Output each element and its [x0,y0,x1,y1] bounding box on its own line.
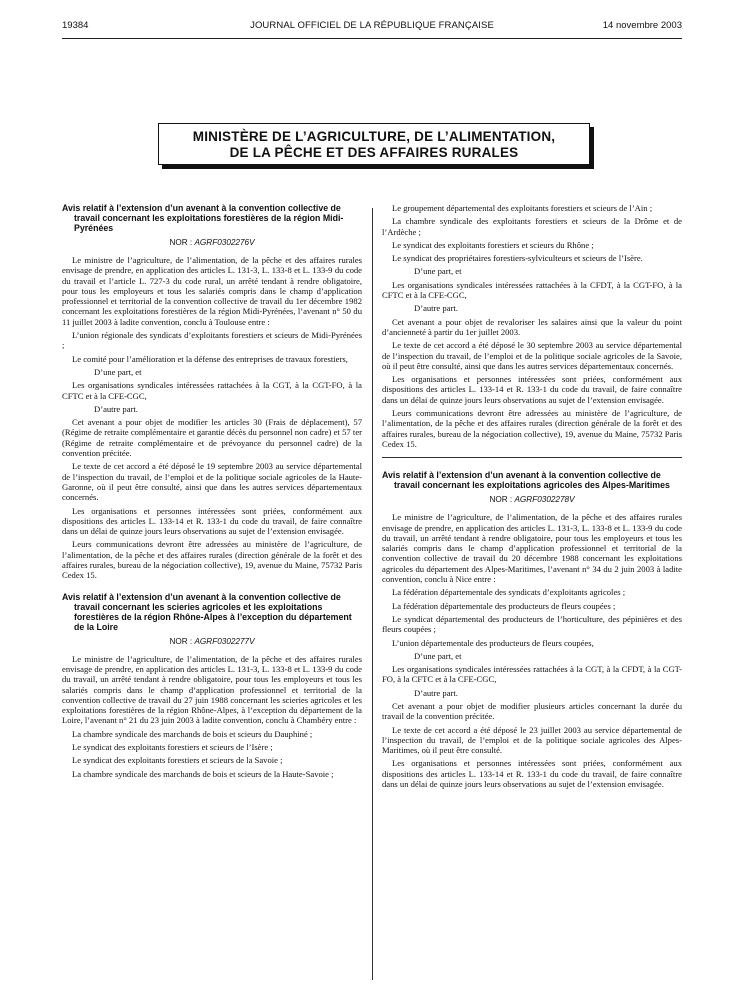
notice-1-paragraph: Le ministre de l’agriculture, de l’alimentation, de la pêche et des affaires rurales envisage de prendre, en application des articles L. 131-3, L. 133-8 et L. 133-9 du code du travail et l’article L. 727-3 du code rural, un arrêté tendant à rendre obligatoire, pour tous les employeurs et tous les salariés compris dans le champ d’application professionnel et territorial de la convention collective de travail du 1er décembre 1982 concernant les exploitations forestières de la région Midi-Pyrénées, l’avenant n° 50 du 11 juillet 2003 à ladite convention, conclu à Toulouse entre : [62,255,362,327]
left-column [62,203,362,782]
notice-3-paragraph: Le syndicat départemental des producteurs de l’horticulture, des pépinières et des fleurs coupées ; [382,613,682,635]
issue-date: 14 novembre 2003 [602,20,682,31]
header-rule [62,38,682,39]
column-separator [372,208,373,980]
notice-3-title: Avis relatif à l’extension d’un avenant à la convention collective de travail concernant les exploitations agricoles des Alpes-Maritimes [382,470,670,491]
notice-2-paragraph: La chambre syndicale des exploitants forestiers et scieurs de la Drôme et de l’Ardèche ; [382,216,682,237]
notice-3-paragraph: La fédération départementale des producteurs de fleurs coupées ; [392,600,616,611]
notice-3-paragraph: D’une part, et [414,650,462,661]
notice-2-title: Avis relatif à l’extension d’un avenant à la convention collective de travail concernant les scieries agricoles et les exploitations forestières de la région Rhône-Alpes à l’exception du département de la Loire [62,591,352,632]
notice-3-paragraph: Cet avenant a pour objet de modifier plusieurs articles concernant la durée du travail de la convention précitée. [382,700,682,722]
notice-2-paragraph: Le syndicat des exploitants forestiers et scieurs de la Savoie ; [72,755,283,766]
notice-2-nor: NOR : AGRF0302277V [169,636,255,646]
notice-1-paragraph: D’une part, et [94,366,142,377]
notice-separator [382,457,682,458]
notice-1-title: Avis relatif à l’extension d’un avenant à la convention collective de travail concernant les exploitations forestières de la région Midi-Pyrénées [62,203,344,233]
notice-2-paragraph: Leurs communications devront être adressées au ministère de l’agriculture, de l’alimentation, de la pêche et des affaires rurales (direction générale de la forêt et des affaires rurales, bureau de la négociation collective), 19, avenue du Maine, 75732 Paris Cedex 15. [382,408,682,449]
notice-1-paragraph: Le texte de cet accord a été déposé le 19 septembre 2003 au service départemental de l’inspection du travail, de l’emploi et de la politique sociale agricoles de la Haute-Garonne, où il peut être consulté, ainsi que dans les autres services départementaux concernés. [62,461,362,503]
right-column [382,203,682,792]
notice-2-paragraph: Le syndicat des exploitants forestiers et scieurs du Rhône ; [392,239,594,250]
notice-1-paragraph: D’autre part. [94,403,138,414]
notice-2-paragraph: D’autre part. [414,303,458,314]
notice-2-paragraph: Cet avenant a pour objet de revaloriser les salaires ainsi que la valeur du point d’ancienneté à partir du 1er juillet 2003. [382,316,682,337]
journal-title: JOURNAL OFFICIEL DE LA RÉPUBLIQUE FRANÇAISE [250,20,494,31]
page-number: 19384 [62,20,89,31]
notice-2-paragraph: Les organisations syndicales intéressées rattachées à la CFDT, à la CGT-FO, à la CFTC et à la CFE-CGC, [382,279,682,301]
notice-3-paragraph: Les organisations et personnes intéressées sont priées, conformément aux dispositions des articles L. 133-14 et R. 133-1 du code du travail, de faire connaître dans un délai de quinze jours leurs observations au sujet de l’extension envisagée. [382,758,682,790]
notice-2-paragraph: D’une part, et [414,266,462,277]
notice-1-paragraph: Cet avenant a pour objet de modifier les articles 30 (Frais de déplacement), 57 (Régime de retraite complémentaire et garantie décès du personnel non cadre) et 57 ter (Régime de retraite complémentaire et de prévoyance du personnel cadre) de la convention précitée. [62,417,362,459]
notice-3-paragraph: Les organisations syndicales intéressées rattachées à la CGT, à la CFDT, à la CGT-FO, à la CFTC et à la CFE-CGC, [382,664,682,685]
notice-3-paragraph: Le texte de cet accord a été déposé le 23 juillet 2003 au service départemental de l’inspection du travail, de l’emploi et de la politique sociale agricoles des Alpes-Maritimes, où il peut être consulté. [382,724,682,756]
notice-2-paragraph: Le syndicat des propriétaires forestiers-sylviculteurs et scieurs de l’Isère. [392,253,643,264]
ministry-line-1: MINISTÈRE DE L’AGRICULTURE, DE L’ALIMENTATION, [192,129,556,144]
notice-2-paragraph: Le ministre de l’agriculture, de l’alimentation, de la pêche et des affaires rurales envisage de prendre, en application des articles L. 131-3, L. 133-8 et L. 133-9 du code du travail, un arrêté tendant à rendre obligatoire, pour tous les employeurs et tous les salariés compris dans le champ d’application professionnel et territorial de la convention collective de travail du 27 juin 1988 concernant les scieries agricoles et les exploitations forestières de la région Rhône-Alpes, à l’exception du département de la Loire, l’avenant n° 21 du 23 juin 2003 à ladite convention, conclu à Chambéry entre : [62,653,362,726]
notice-2-paragraph: Le syndicat des exploitants forestiers et scieurs de l’Isère ; [72,741,273,752]
page-header [62,20,682,36]
notice-2-paragraph: Le texte de cet accord a été déposé le 30 septembre 2003 au service départemental de l’inspection du travail, de l’emploi et de la politique sociale agricoles de la Savoie, où il peut être consulté, ainsi que dans les autres services départementaux concernés. [382,340,682,371]
notice-1-paragraph: Le comité pour l’amélioration et la défense des entreprises de travaux forestiers, [72,353,348,364]
notice-2-paragraph: Les organisations et personnes intéressées sont priées, conformément aux dispositions des articles L. 133-14 et R. 133-1 du code du travail, de faire connaître dans un délai de quinze jours leurs observations au sujet de l’extension envisagée. [382,374,682,405]
notice-3-paragraph: D’autre part. [414,687,458,698]
ministry-line-2: DE LA PÊCHE ET DES AFFAIRES RURALES [229,145,519,160]
notice-1-paragraph: Les organisations et personnes intéressées sont priées, conformément aux dispositions des articles L. 133-14 et R. 133-1 du code du travail, de faire connaître dans un délai de quinze jours leurs observations au sujet de l’extension envisagée. [62,505,362,537]
notice-3-nor: NOR : AGRF0302278V [489,495,575,505]
notice-separator-wrap [382,452,682,462]
ministry-box [158,123,590,165]
notice-3-paragraph: L’union départementale des producteurs de fleurs coupées, [392,637,594,648]
notice-2-paragraph: La chambre syndicale des marchands de bois et scieurs de la Haute-Savoie ; [72,768,334,779]
notice-1-paragraph: L’union régionale des syndicats d’exploitants forestiers et scieurs de Midi-Pyrénées ; [62,330,362,351]
notice-3-paragraph: Le ministre de l’agriculture, de l’alimentation, de la pêche et des affaires rurales envisage de prendre, en application des articles L. 131-3, L. 133-8 et L. 133-9 du code du travail, un arrêté tendant à rendre obligatoire, pour tous les employeurs et tous les salariés compris dans le champ d’application professionnel et territorial de la convention collective de travail du 20 décembre 1988 concernant les exploitations agricoles du département des Alpes-Maritimes, l’avenant n° 34 du 2 juin 2003 à ladite convention, conclu à Nice entre : [382,512,682,585]
notice-1-paragraph: Leurs communications devront être adressées au ministère de l’agriculture, de l’alimentation, de la pêche et des affaires rurales (direction générale de la forêt et des affaires rurales, bureau de la négociation collective), 19, avenue du Maine, 75732 Paris Cedex 15. [62,539,362,581]
notice-3-paragraph: La fédération départementale des syndicats d’exploitants agricoles ; [392,587,626,598]
notice-2-paragraph: Le groupement départemental des exploitants forestiers et scieurs de l’Ain ; [392,203,653,213]
notice-1-paragraph: Les organisations syndicales intéressées rattachées à la CGT, à la CGT-FO, à la CFTC et à la CFE-CGC, [62,380,362,401]
notice-2-paragraph: La chambre syndicale des marchands de bois et scieurs du Dauphiné ; [72,728,313,739]
notice-1-nor: NOR : AGRF0302276V [169,238,255,247]
